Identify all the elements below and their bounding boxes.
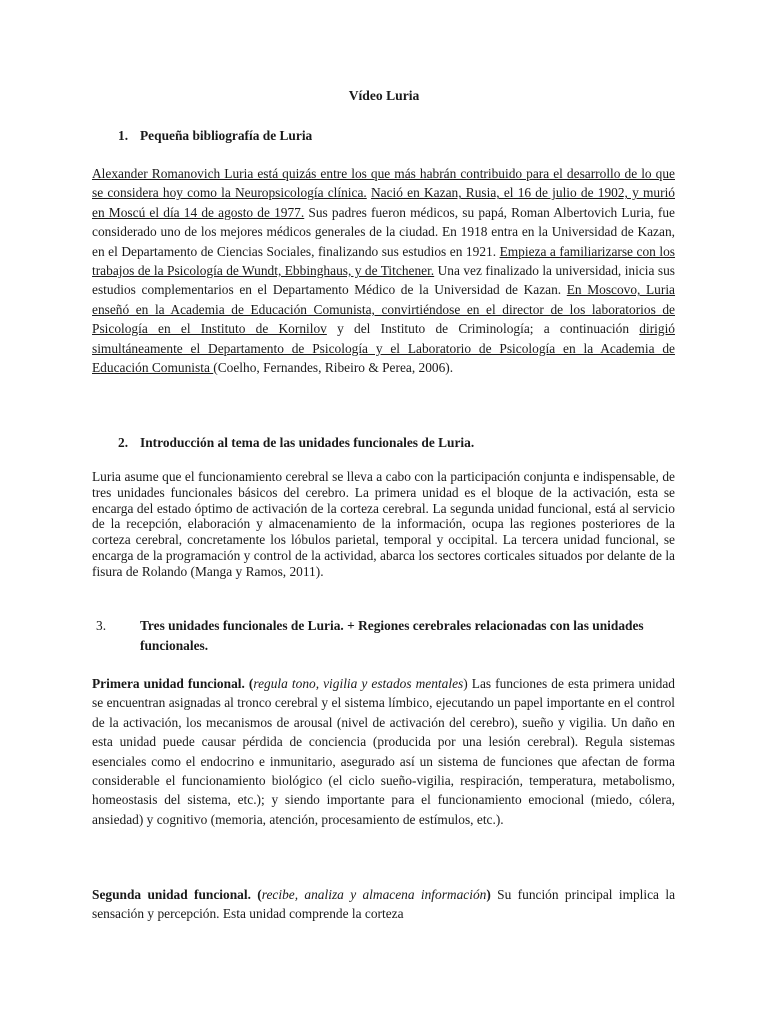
section-number: 2. [118, 435, 129, 450]
unit-1-subtitle: regula tono, vigilia y estados mentales [253, 676, 464, 691]
section-heading-text: Pequeña bibliografía de Luria [140, 128, 313, 143]
unit-2-paragraph [92, 885, 675, 924]
biography-paragraph [92, 164, 675, 377]
unit-2-paren-close: ) [486, 887, 491, 902]
section-2-heading [118, 433, 676, 452]
unit-1-paren-close: ) [463, 676, 468, 691]
bio-sentence-8: dirigió simultáneamente el Departamento de Psicología y el Laboratorio de Psicología en la Academia de Educación Comunista [92, 321, 675, 376]
section-number: 3. [96, 618, 107, 633]
unit-2-subtitle: recibe, analiza y almacena información [261, 887, 487, 902]
bio-sentence-5: Una vez finalizado la universidad, inicia sus estudios complementarios en el Departamento Médico de la Universidad de Kazan. [92, 263, 675, 298]
section-number: 1. [118, 128, 129, 143]
section-heading-text: Tres unidades funcionales de Luria. + Regiones cerebrales relacionadas con las unidades funcionales. [140, 618, 644, 653]
bio-sentence-2: Nació en Kazan, Rusia, el 16 de julio de 1902, y murió en Moscú el día 14 de agosto de 1977. [92, 185, 675, 220]
document-title: Vídeo Luria [348, 88, 420, 103]
unit-2-paren-open: ( [250, 887, 262, 902]
unit-2-label: Segunda unidad funcional. [92, 887, 251, 902]
bio-sentence-1: Alexander Romanovich Luria está quizás entre los que más habrán contribuido para el desarrollo de lo que se considera hoy como la Neuropsicología clínica. [92, 166, 675, 201]
section-1-heading [118, 126, 676, 145]
bio-sentence-3: Sus padres fueron médicos, su papá, Roman Albertovich Luria, fue considerado uno de los mejores médicos generales de la ciudad. En 1918 entra en la Universidad de Kazan, en el Departamento de Ciencias Sociales, finalizando sus estudios en 1921. [92, 204, 675, 259]
section-3-heading [96, 616, 676, 656]
bio-citation: (Coelho, Fernandes, Ribeiro & Perea, 2006). [213, 360, 454, 376]
unit-2-body: Su función principal implica la sensación y percepción. Esta unidad comprende la corteza [92, 887, 676, 922]
bio-sentence-6: En Moscovo, Luria enseñó en la Academia de Educación Comunista, convirtiéndose en el director de los laboratorios de Psicología en el Instituto de Kornilov [92, 282, 676, 337]
unit-1-paragraph [92, 674, 675, 829]
intro-paragraph: Luria asume que el funcionamiento cerebral se lleva a cabo con la participación conjunta e indispensable, de tres unidades funcionales básicos del cerebro. La primera unidad es el bloque de la activación, esta se encarga del estado óptimo de activación de la corteza cerebral. La segunda unidad funcional, está al servicio de la recepción, elaboración y almacenamiento de la información, ocupa las regiones posteriores de la corteza cerebral, concretamente los lóbulos parietal, temporal y occipital. La tercera unidad funcional, se encarga de la programación y control de la actividad, abarca los sectores corticales situados por delante de la fisura de Rolando (Manga y Ramos, 2011). [92, 469, 675, 579]
unit-1-label: Primera unidad funcional. [92, 676, 245, 691]
unit-1-body: Las funciones de esta primera unidad se encuentran asignadas al tronco cerebral y el sistema límbico, ejecutando un papel importante en el control de la activación, los mecanismos de arousal (nivel de activación del cerebro), sueño y vigilia. Un daño en esta unidad puede causar pérdida de conciencia (producida por una lesión cerebral). Regula sistemas esenciales como el endocrino e inmunitario, asegurado así un sistema de funciones que afectan de forma considerable el funcionamiento biológico (el ciclo sueño-vigilia, respiración, temperatura, metabolismo, homeostasis del sistema, etc.); y siendo importante para el funcionamiento emocional (miedo, cólera, ansiedad) y cognitivo (memoria, atención, procesamiento de estímulos, etc.). [92, 676, 675, 827]
section-heading-text: Introducción al tema de las unidades funcionales de Luria. [140, 435, 475, 450]
unit-1-paren-open: ( [244, 676, 254, 691]
bio-sentence-7: y del Instituto de Criminología; a continuación [326, 321, 640, 337]
bio-sentence-4: Empieza a familiarizarse con los trabajos de la Psicología de Wundt, Ebbinghaus, y de Titchener. [92, 243, 675, 279]
